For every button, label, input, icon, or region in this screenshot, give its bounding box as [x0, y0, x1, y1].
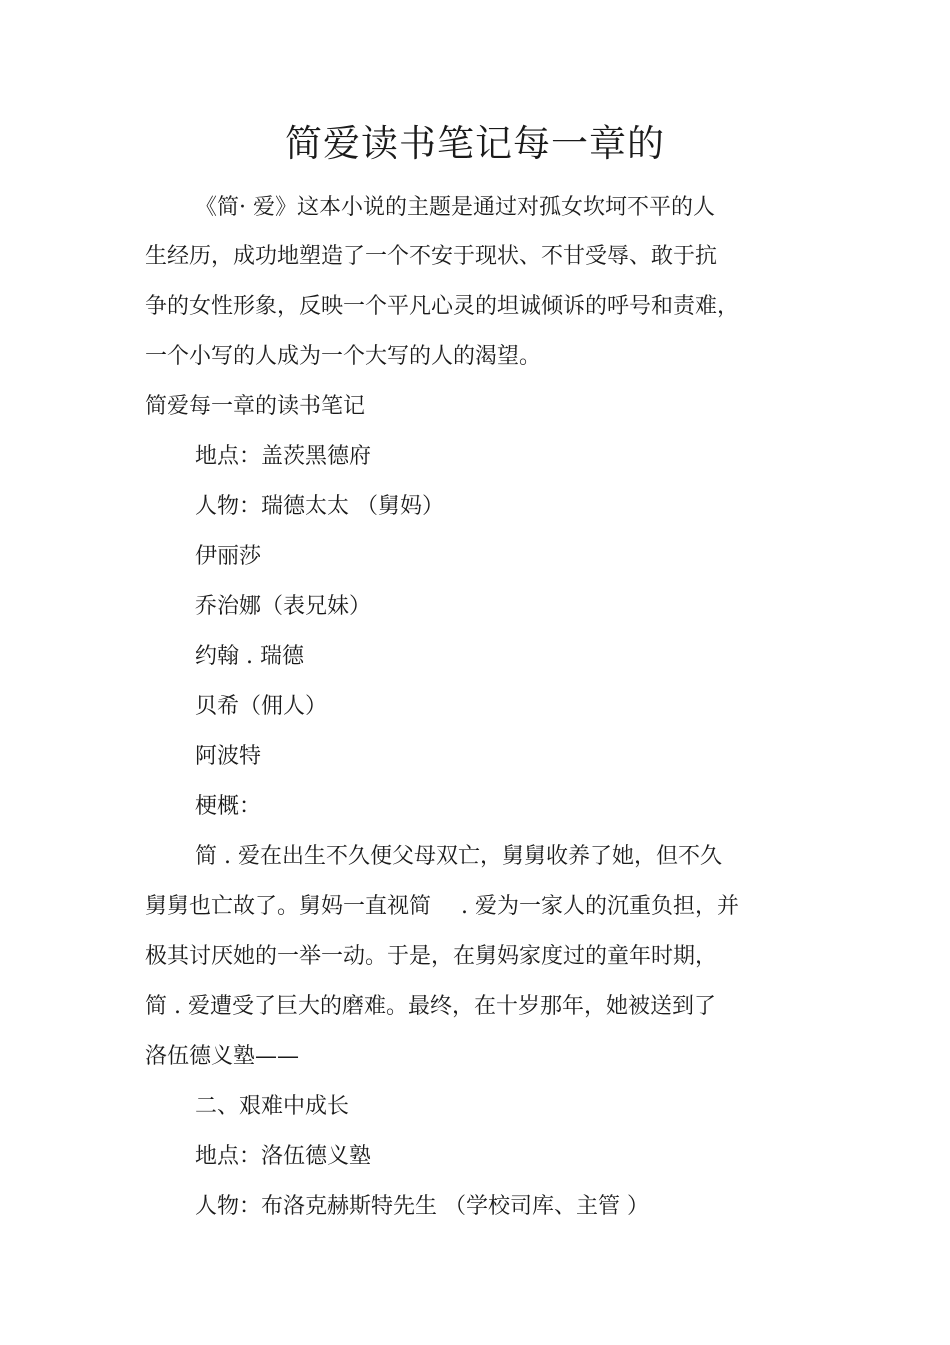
- summary-line-2-part-a: 舅舅也亡故了。舅妈一直视简: [145, 894, 432, 919]
- chapter1-summary-line-1: 简 . 爱在出生不久便父母双亡，舅舅收养了她，但不久: [195, 844, 722, 869]
- intro-line-4: 一个小写的人成为一个大写的人的渴望。: [145, 344, 542, 369]
- section-heading: 简爱每一章的读书笔记: [145, 394, 366, 419]
- chapter1-character-3: 乔治娜（表兄妹）: [195, 594, 372, 619]
- chapter1-character-5: 贝希（佣人）: [195, 694, 328, 719]
- chapter1-summary-label: 梗概：: [195, 794, 262, 819]
- intro-line-1: 《简· 爱》这本小说的主题是通过对孤女坎坷不平的人: [195, 195, 715, 220]
- chapter1-summary-line-3: 极其讨厌她的一举一动。于是，在舅妈家度过的童年时期，: [145, 944, 718, 969]
- chapter2-heading: 二、艰难中成长: [195, 1094, 350, 1119]
- intro-line-2: 生经历，成功地塑造了一个不安于现状、不甘受辱、敢于抗: [145, 244, 718, 269]
- chapter1-character-1: 人物：瑞德太太 （舅妈）: [195, 494, 444, 519]
- chapter1-summary-line-4: 简 . 爱遭受了巨大的磨难。最终，在十岁那年，她被送到了: [145, 994, 716, 1019]
- chapter1-summary-line-5: 洛伍德义塾——: [145, 1044, 300, 1069]
- chapter1-character-2: 伊丽莎: [195, 544, 262, 569]
- chapter1-summary-line-2: [145, 892, 739, 922]
- chapter2-characters: 人物：布洛克赫斯特先生 （学校司库、主管 ）: [195, 1194, 649, 1219]
- chapter1-place: 地点：盖茨黑德府: [195, 444, 372, 469]
- chapter1-character-6: 阿波特: [195, 744, 262, 769]
- chapter1-character-4: 约翰 . 瑞德: [195, 644, 304, 669]
- intro-line-3: 争的女性形象，反映一个平凡心灵的坦诚倾诉的呼号和责难，: [145, 294, 740, 319]
- summary-line-2-part-b: . 爱为一家人的沉重负担，并: [461, 894, 740, 919]
- document-title: 简爱读书笔记每一章的: [285, 122, 665, 165]
- chapter2-place: 地点：洛伍德义塾: [195, 1144, 372, 1169]
